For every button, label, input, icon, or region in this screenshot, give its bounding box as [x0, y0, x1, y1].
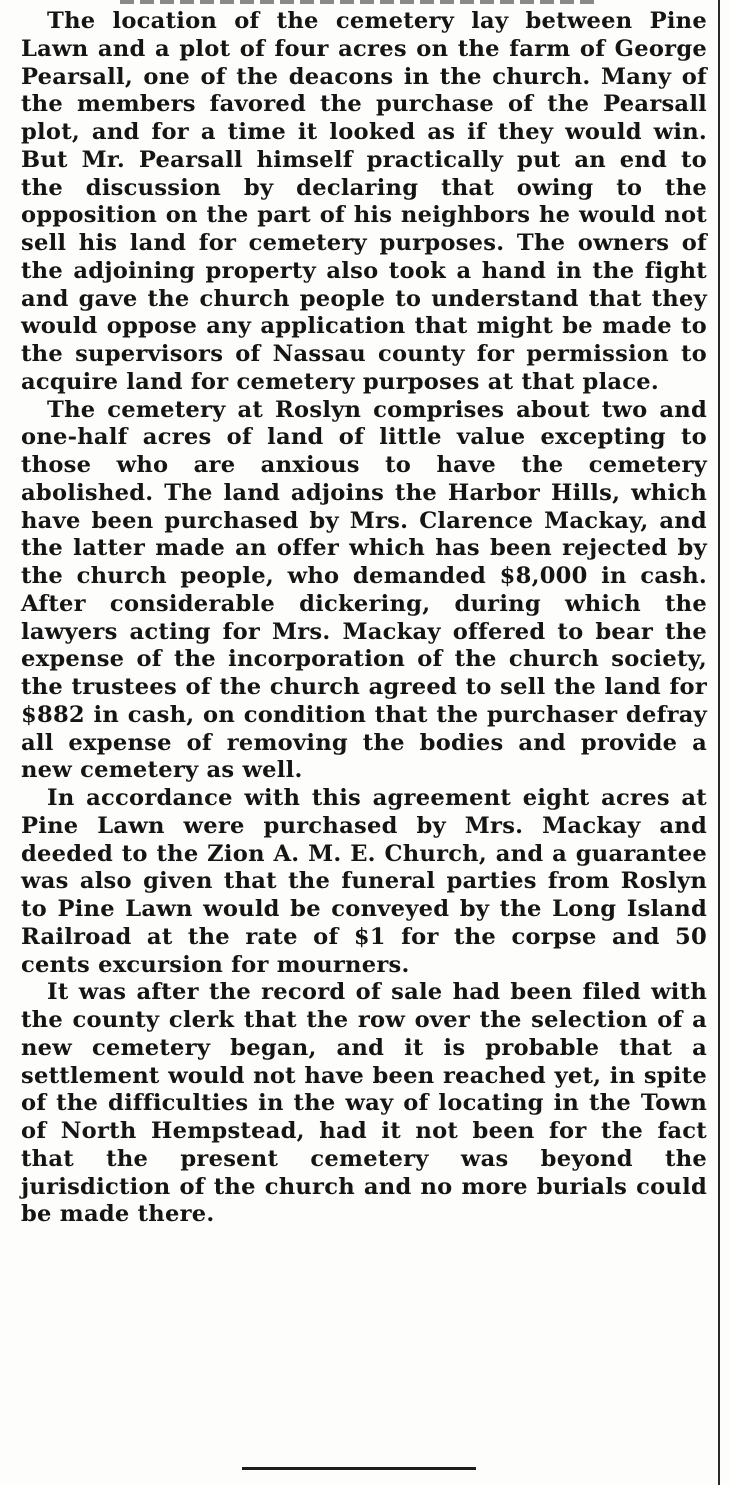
paragraph-cemetery-location: The location of the cemetery lay between Pine Lawn and a plot of four acres on the farm of George Pearsall, one of the deacons in the church. Many of the members favored the purchase of the Pearsall plot, and for a time it looked as if they would win. But Mr. Pearsall himself practically put an end to the discussion by declaring that owing to the opposition on the part of his neighbors he would not sell his land for cemetery purposes. The owners of the adjoining property also took a hand in the fight and gave the church people to understand that they would oppose any application that might be made to the supervisors of Nassau county for permission to acquire land for cemetery purposes at that place. [21, 8, 707, 395]
clipped-headline-remnant [120, 0, 600, 4]
paragraph-pine-lawn-agreement: In accordance with this agreement eight acres at Pine Lawn were purchased by Mrs. Mackay and deeded to the Zion A. M. E. Church, and a guarantee was also given that the funeral parties from Roslyn to Pine Lawn would be conveyed by the Long Island Railroad at the rate of $1 for the corpse and 50 cents excursion for mourners. [21, 785, 707, 978]
article-end-rule [242, 1467, 476, 1470]
column-rule [718, 0, 720, 1485]
article-body [21, 8, 707, 1229]
paragraph-roslyn-cemetery: The cemetery at Roslyn comprises about two and one-half acres of land of little value excepting to those who are anxious to have the cemetery abolished. The land adjoins the Harbor Hills, which have been purchased by Mrs. Clarence Mackay, and the latter made an offer which has been rejected by the church people, who demanded $8,000 in cash. After considerable dickering, during which the lawyers acting for Mrs. Mackay offered to bear the expense of the incorporation of the church society, the trustees of the church agreed to sell the land for $882 in cash, on condition that the purchaser defray all expense of removing the bodies and provide a new cemetery as well. [21, 396, 707, 784]
paragraph-row-over-selection: It was after the record of sale had been filed with the county clerk that the row over the selection of a new cemetery began, and it is probable that a settlement would not have been reached yet, in spite of the difficulties in the way of locating in the Town of North Hempstead, had it not been for the fact that the present cemetery was beyond the jurisdiction of the church and no more burials could be made there. [21, 979, 707, 1228]
